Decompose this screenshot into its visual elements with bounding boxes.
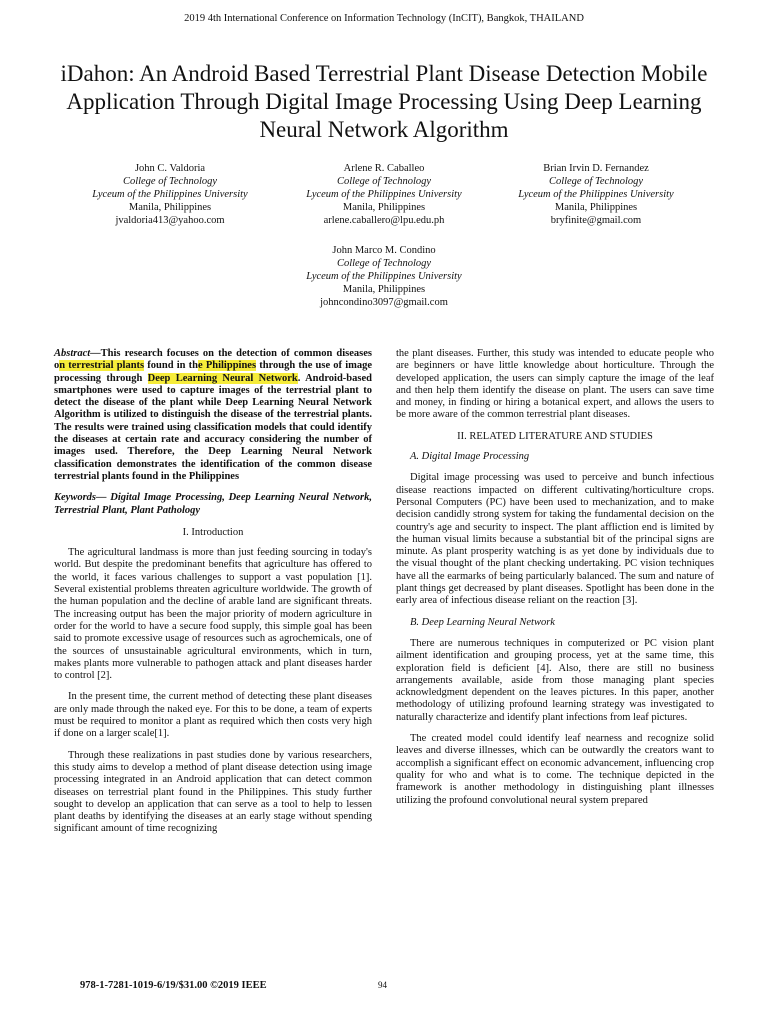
conference-header: 2019 4th International Conference on Information Technology (InCIT), Bangkok, THAILAND bbox=[184, 13, 584, 24]
abstract-label: Abstract bbox=[54, 348, 91, 359]
subsection-heading: B. Deep Learning Neural Network bbox=[410, 616, 555, 628]
right-column bbox=[396, 348, 714, 816]
paragraph: The agricultural landmass is more than just feeding sourcing in today's world. But despite the predominant benefits that agriculture has offered to the world, it faces various challenges to support a vast population [1]. Several existential problems threaten agriculture worldwide. The growth of the human population and the decline of arable land are significant threats. The increasing output has been the major priority of modern agriculture in order for the world to have a secure food supply, this simple goal has been said to promote excessive usage of resources such as agrochemicals, one of the sources of unsustainable agricultural environments, which in turn, makes plants more vulnerable to pathogen attack and plant diseases harder to control [2]. bbox=[54, 547, 372, 682]
paragraph: There are numerous techniques in computerized or PC vision plant ailment identification and grouping process, yet at the same time, this exploration field is deficient [4]. Also, there are still no business arrangements available, aside from those managing plant species acknowledgment dependent on the leaves pictures. In this paper, another methodology of utilizing profound learning strategy was investigated to naturally characterize and identify plant infections from leaf pictures. bbox=[396, 637, 714, 723]
footer-isbn: 978-1-7281-1019-6/19/$31.00 ©2019 IEEE bbox=[80, 980, 267, 991]
author-dept: College of Technology bbox=[548, 176, 644, 187]
author-dept: College of Technology bbox=[336, 258, 432, 269]
author-name: Arlene R. Caballeo bbox=[343, 163, 425, 174]
page-number: 94 bbox=[378, 980, 387, 990]
author-univ: Lyceum of the Philippines University bbox=[306, 189, 462, 200]
keywords: Keywords— Digital Image Processing, Deep Learning Neural Network, Terrestrial Plant, Plant Pathology bbox=[54, 492, 372, 516]
author-dept: College of Technology bbox=[122, 176, 218, 187]
paragraph: Digital image processing was used to perceive and bunch infectious disease reactions impacted on different cultivating/horticulture crops. Personal Computers (PC) have been used to mechanization, and to make decision candidly strong system for taking the fundamental decision on the country's age and security to inspect. The plant affliction end is limited by the human visual limits because a substantial bit of the principal signs are minute. As plant prosperity watching is as yet done by individuals due to the visual thought of the plant checking undertaking. PC vision techniques have all the earmarks of being particularly balanced. The sum and nature of plant things get decreased by plant diseases. Spotlight has been done in the early area of infectious disease reliant on the reaction [3]. bbox=[396, 472, 714, 607]
highlight: Deep Learning Neural Network bbox=[147, 372, 298, 384]
paragraph: The created model could identify leaf nearness and recognize solid leaves and diverse illnesses, which can be outwardly the creators want to accomplish a significant effect on economic advancement, influencing crop quality for who and what is to come. The technique depicted in the framework is another methodology in distinguishing plant illnesses utilizing the profound convolutional neural system prepared bbox=[396, 733, 714, 806]
author-name: Brian Irvin D. Fernandez bbox=[543, 163, 649, 174]
author-block bbox=[274, 162, 494, 227]
author-city: Manila, Philippines bbox=[342, 284, 426, 295]
author-name: John C. Valdoria bbox=[134, 163, 206, 174]
left-column bbox=[54, 348, 372, 845]
highlight: e Philippines bbox=[198, 360, 257, 372]
author-email: arlene.caballero@lpu.edu.ph bbox=[323, 215, 445, 226]
author-city: Manila, Philippines bbox=[128, 202, 212, 213]
paragraph: In the present time, the current method of detecting these plant diseases are only made through the naked eye. For this to be done, a team of experts must be required to monitor a plant as required which then costs very high if done on a larger scale[1]. bbox=[54, 691, 372, 740]
paragraph: Through these realizations in past studies done by various researchers, this study aims to develop a method of plant disease detection using image processing integrated in an Android application that can detect common diseases on terrestrial plant found in the Philippines. This study further sought to develop an application that can serve as a tool to help to lessen plant deaths by identifying the diseases at an early stage without spending significant amount of time recognizing bbox=[54, 749, 372, 835]
section-heading: I. Introduction bbox=[182, 526, 244, 538]
subsection-heading: A. Digital Image Processing bbox=[410, 451, 530, 463]
author-name: John Marco M. Condino bbox=[332, 245, 436, 256]
author-block bbox=[486, 162, 706, 227]
author-city: Manila, Philippines bbox=[554, 202, 638, 213]
author-univ: Lyceum of the Philippines University bbox=[518, 189, 674, 200]
abstract: Abstract—This research focuses on the detection of common diseases on terrestrial plants found in the Philippines through the use of image processing through Deep Learning Neural Network. Android-based smartphones were used to capture images of the terrestrial plant to detect the disease of the plant while Deep Learning Neural Network Algorithm is utilized to distinguish the disease of the terrestrial plants. The results were trained using classification models that could identify the diseases at certain rate and accuracy considering the number of images used. Therefore, the Deep Learning Neural Network classification demonstrates the identification of the common disease terrestrial plants found in the Philippines bbox=[54, 348, 373, 482]
author-email: jvaldoria413@yahoo.com bbox=[115, 215, 225, 226]
paragraph: the plant diseases. Further, this study was intended to educate people who are beginners or have little knowledge about horticulture. Through the developed application, the users can simply capture the image of the leaf and then help them identify the disease on plant. The users can save time and money, in finding or hiring a botanical expert, and allows the users to be more aware of the common terrestrial plant diseases. bbox=[396, 348, 714, 421]
author-email: bryfinite@gmail.com bbox=[550, 215, 642, 226]
author-univ: Lyceum of the Philippines University bbox=[92, 189, 248, 200]
paper-title: iDahon: An Android Based Terrestrial Plant Disease Detection Mobile Application Through Digital Image Processing Using Deep Learning Neural Network Algorithm bbox=[60, 61, 708, 142]
author-block bbox=[60, 162, 280, 227]
author-city: Manila, Philippines bbox=[342, 202, 426, 213]
author-email: johncondino3097@gmail.com bbox=[320, 297, 448, 308]
author-univ: Lyceum of the Philippines University bbox=[306, 271, 462, 282]
highlight: n terrestrial plants bbox=[59, 360, 145, 372]
section-heading: II. RELATED LITERATURE AND STUDIES bbox=[457, 430, 653, 442]
author-dept: College of Technology bbox=[336, 176, 432, 187]
author-block bbox=[274, 244, 494, 309]
keywords-label: Keywords bbox=[54, 492, 96, 504]
